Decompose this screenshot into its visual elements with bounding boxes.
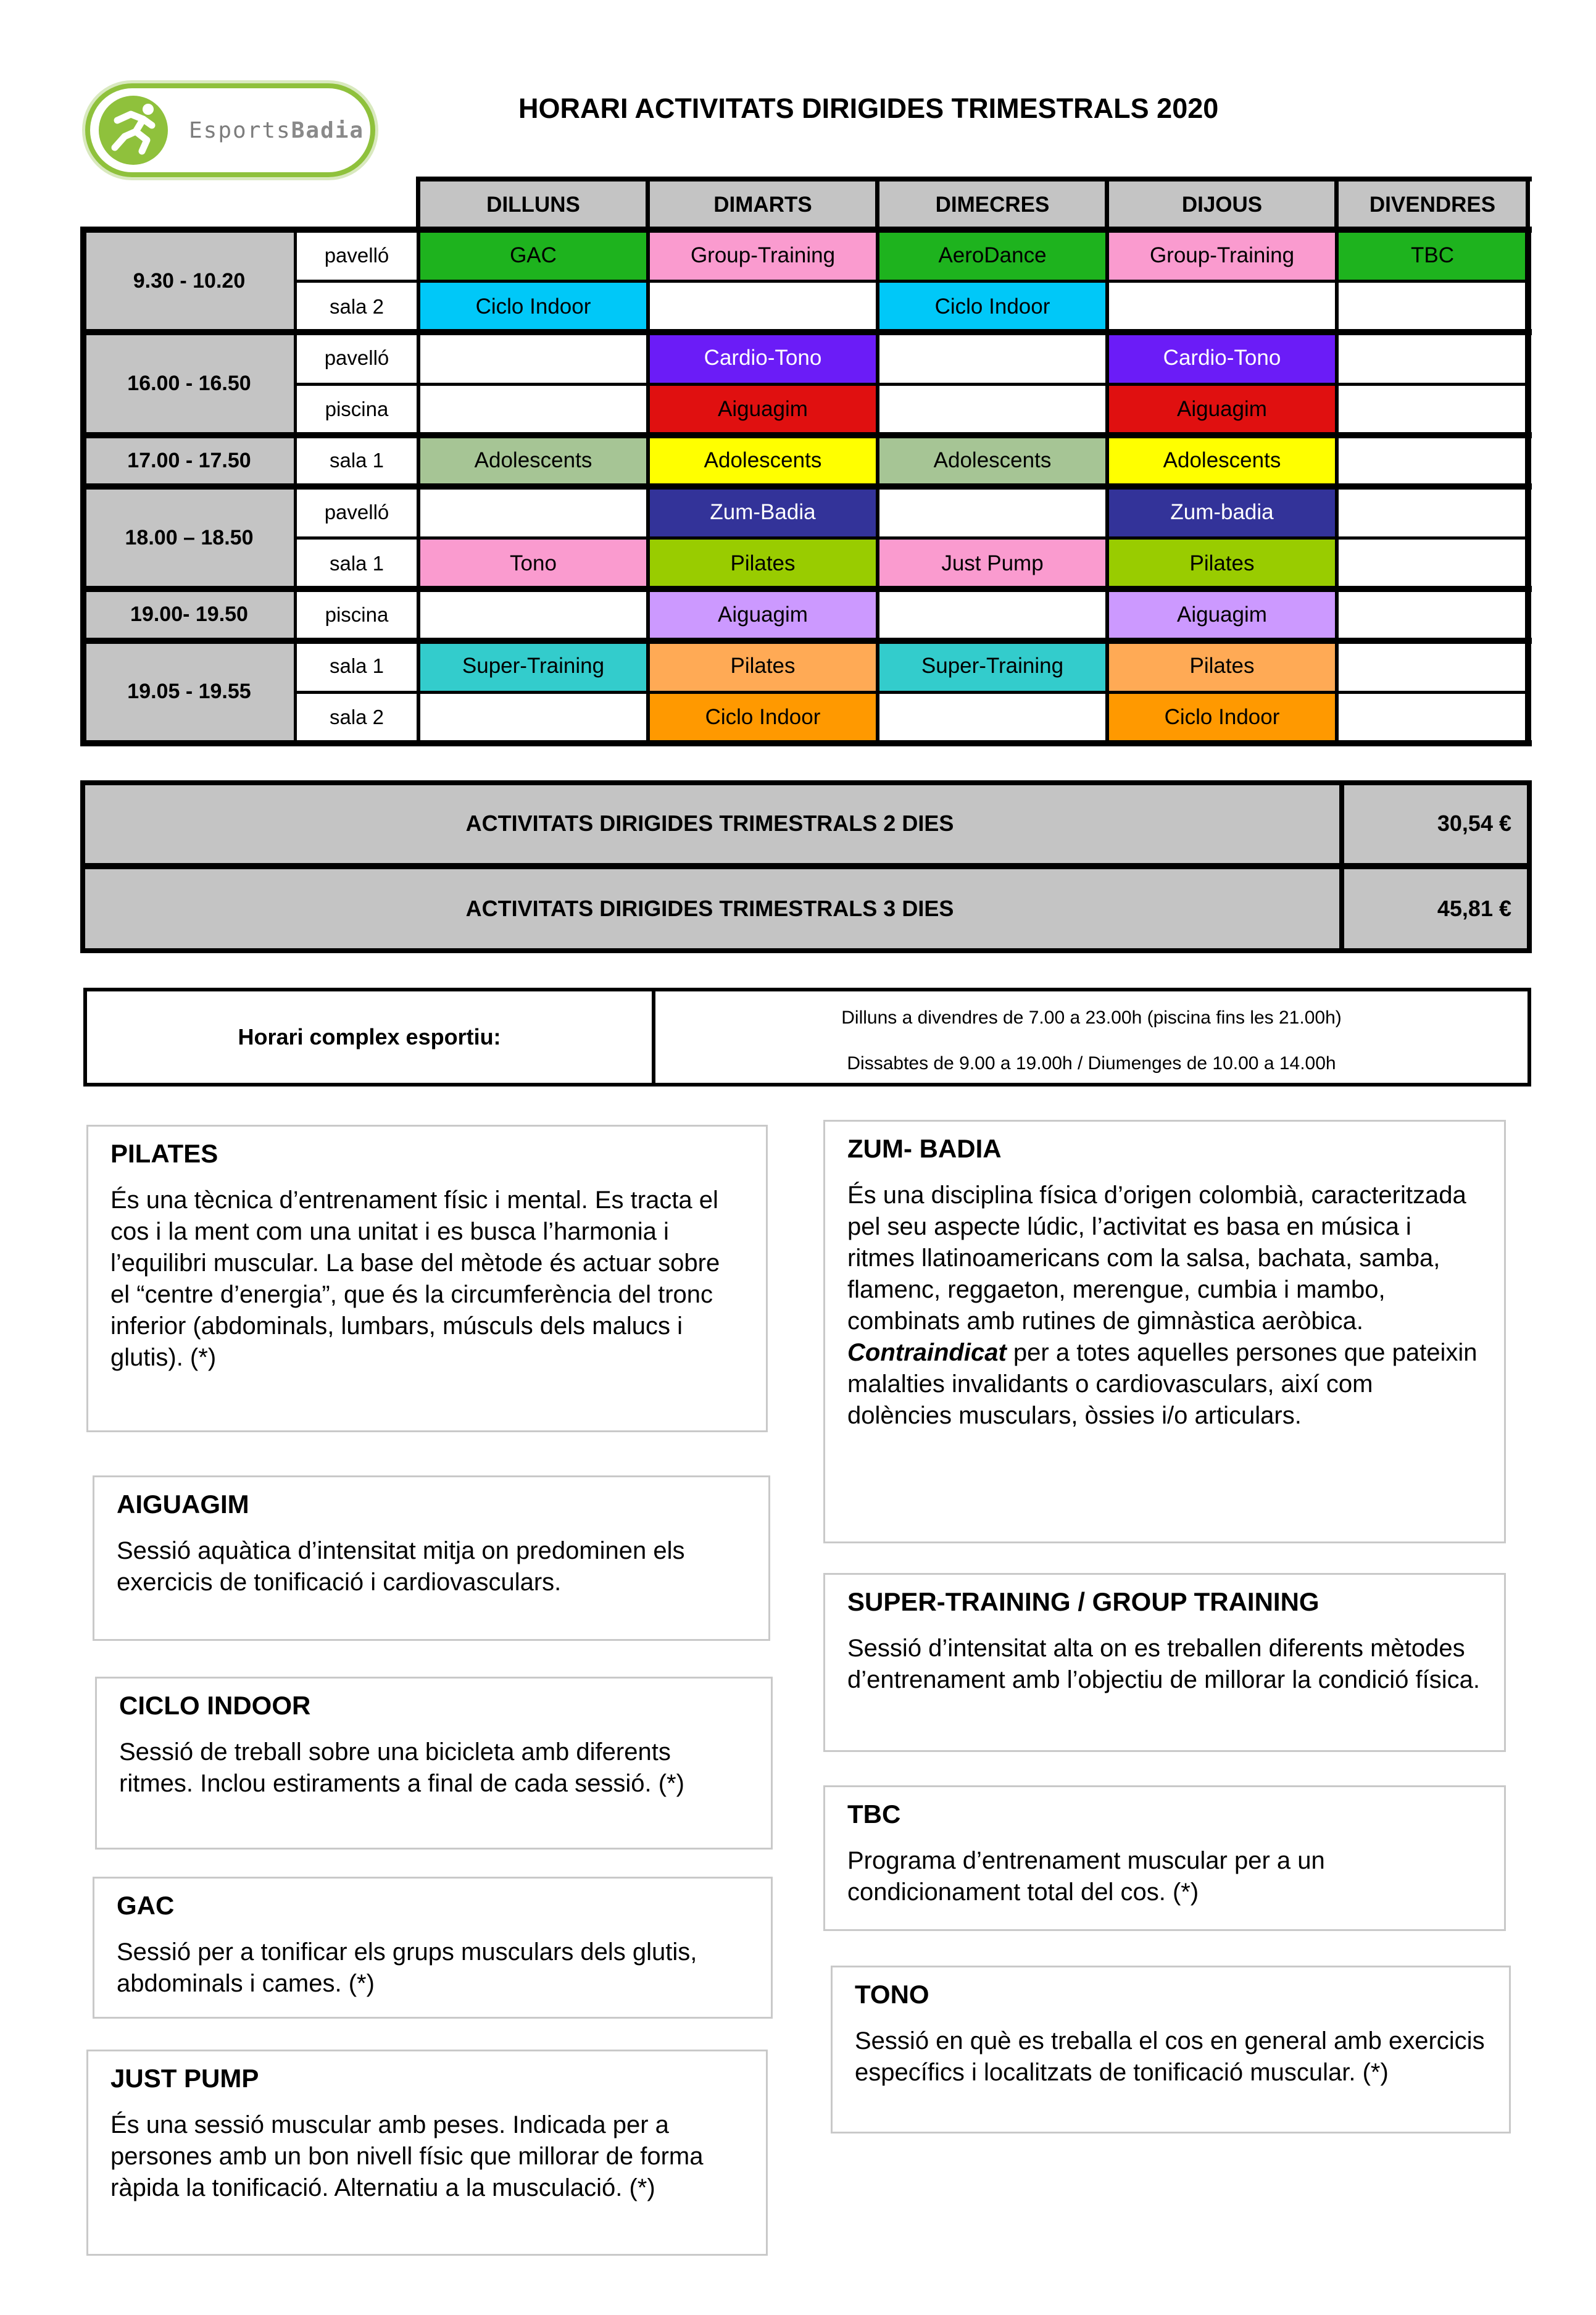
opening-hours-weekend: Dissabtes de 9.00 a 19.00h / Diumenges de 10.00 a 14.00h	[847, 1053, 1336, 1074]
opening-hours-box	[83, 988, 1531, 1087]
activity-cell	[418, 384, 648, 435]
room-label: piscina	[295, 589, 418, 640]
opening-hours-weekdays: Dilluns a divendres de 7.00 a 23.00h (piscina fins les 21.00h)	[841, 1007, 1342, 1028]
activity-cell: Adolescents	[1107, 435, 1337, 486]
desc-tbc	[823, 1785, 1506, 1931]
price-label: ACTIVITATS DIRIGIDES TRIMESTRALS 2 DIES	[465, 811, 954, 836]
activity-cell	[418, 692, 648, 743]
desc-text: És una disciplina física d’origen colombià, caracteritzada pel seu aspecte lúdic, l’activitat es basa en música i ritmes llatinoamericans com la salsa, bachata, samba, flamenc, reggaeton, merengue, cumbia i mambo, combinats amb rutines de gimnàstica aeròbica. Contraindicat per a totes aquelles persones que pateixin malalties invalidants o cardiovasculars, així com dolències musculars, òssies i/o articulars.	[847, 1182, 1478, 1429]
desc-title: TBC	[847, 1800, 901, 1829]
activity-cell	[878, 384, 1107, 435]
activity-cell: Super-Training	[418, 641, 648, 692]
activity-cell: GAC	[418, 230, 648, 281]
price-row-3-days	[83, 869, 1531, 948]
activity-cell	[1337, 486, 1528, 538]
price-row-2-days	[83, 784, 1531, 863]
room-label: sala 2	[295, 692, 418, 743]
activity-cell: Cardio-Tono	[1107, 332, 1337, 383]
desc-aiguagim	[93, 1475, 770, 1641]
activity-cell: Super-Training	[878, 641, 1107, 692]
activity-cell	[878, 332, 1107, 383]
desc-text: Sessió d’intensitat alta on es treballen diferents mètodes d’entrenament amb l’objectiu de millorar la condició física.	[847, 1635, 1480, 1693]
activity-cell	[1337, 281, 1528, 332]
activity-cell	[1337, 589, 1528, 640]
desc-text: Sessió en què es treballa el cos en general amb exercicis específics i localitzats de tonificació muscular. (*)	[855, 2027, 1485, 2086]
desc-title: TONO	[855, 1980, 929, 2009]
price-value: 45,81 €	[1437, 896, 1511, 921]
activity-cell: Group-Training	[1107, 230, 1337, 281]
runner-icon	[99, 96, 168, 165]
activity-cell	[878, 589, 1107, 640]
room-label: piscina	[295, 384, 418, 435]
opening-hours-label: Horari complex esportiu:	[238, 1024, 501, 1049]
desc-title: AIGUAGIM	[117, 1490, 249, 1519]
room-label: sala 1	[295, 435, 418, 486]
esports-badia-logo	[85, 83, 375, 177]
activity-cell: Zum-badia	[1107, 486, 1337, 538]
activity-cell	[418, 486, 648, 538]
activity-cell: Group-Training	[648, 230, 878, 281]
room-label: pavelló	[295, 486, 418, 538]
activity-cell: Adolescents	[878, 435, 1107, 486]
activity-cell: Aiguagim	[648, 589, 878, 640]
logo-wordmark: EsportsBadia	[189, 118, 365, 143]
activity-cell	[1337, 692, 1528, 743]
desc-title: SUPER-TRAINING / GROUP TRAINING	[847, 1587, 1320, 1616]
desc-pilates	[86, 1125, 768, 1432]
room-label: sala 2	[295, 281, 418, 332]
activity-cell	[418, 589, 648, 640]
day-header-dimecres: DIMECRES	[878, 180, 1107, 230]
activity-cell	[418, 332, 648, 383]
desc-text: Sessió per a tonificar els grups musculars dels glutis, abdominals i cames. (*)	[117, 1938, 697, 1997]
desc-just-pump	[86, 2050, 768, 2256]
time-slot: 19.05 - 19.55	[83, 641, 295, 743]
activity-cell	[648, 281, 878, 332]
activity-cell: AeroDance	[878, 230, 1107, 281]
desc-text: És una tècnica d’entrenament físic i mental. Es tracta el cos i la ment com una unitat i es busca l’harmonia i l’equilibri muscular. La base del mètode és actuar sobre el “centre d’energia”, que és la circumferència del tronc inferior (abdominals, lumbars, músculs dels malucs i glutis). (*)	[110, 1187, 720, 1371]
activity-cell: Aiguagim	[648, 384, 878, 435]
activity-cell: Ciclo Indoor	[648, 692, 878, 743]
desc-gac	[93, 1877, 773, 2019]
desc-text: Sessió de treball sobre una bicicleta amb diferents ritmes. Inclou estiraments a final de cada sessió. (*)	[119, 1738, 684, 1797]
activity-cell: Ciclo Indoor	[1107, 692, 1337, 743]
activity-cell	[1337, 641, 1528, 692]
desc-title: ZUM- BADIA	[847, 1134, 1002, 1163]
page-title: HORARI ACTIVITATS DIRIGIDES TRIMESTRALS 2020	[518, 93, 1219, 124]
room-label: pavelló	[295, 332, 418, 383]
time-slot: 16.00 - 16.50	[83, 332, 295, 435]
day-header-dilluns: DILLUNS	[418, 180, 648, 230]
activity-cell: Tono	[418, 538, 648, 589]
activity-cell: Pilates	[648, 641, 878, 692]
activity-cell: Adolescents	[648, 435, 878, 486]
activity-cell: Ciclo Indoor	[418, 281, 648, 332]
room-label: sala 1	[295, 641, 418, 692]
time-slot: 17.00 - 17.50	[83, 435, 295, 486]
desc-title: GAC	[117, 1891, 175, 1920]
activity-cell: Adolescents	[418, 435, 648, 486]
room-label: sala 1	[295, 538, 418, 589]
activity-cell: Just Pump	[878, 538, 1107, 589]
desc-super-training	[823, 1573, 1506, 1752]
time-slot: 9.30 - 10.20	[83, 230, 295, 332]
desc-title: PILATES	[110, 1139, 218, 1168]
desc-text: Programa d’entrenament muscular per a un condicionament total del cos. (*)	[847, 1847, 1325, 1906]
activity-cell: Aiguagim	[1107, 384, 1337, 435]
desc-text: És una sessió muscular amb peses. Indicada per a persones amb un bon nivell físic que millorar de forma ràpida la tonificació. Alternatiu a la musculació. (*)	[110, 2111, 704, 2201]
price-value: 30,54 €	[1437, 811, 1511, 836]
activity-cell: Pilates	[1107, 641, 1337, 692]
activity-cell	[1337, 435, 1528, 486]
activity-cell	[1337, 384, 1528, 435]
activity-cell	[878, 486, 1107, 538]
activity-cell	[878, 692, 1107, 743]
price-label: ACTIVITATS DIRIGIDES TRIMESTRALS 3 DIES	[465, 896, 954, 921]
desc-tono	[831, 1966, 1511, 2134]
time-slot: 19.00- 19.50	[83, 589, 295, 640]
day-header-divendres: DIVENDRES	[1337, 180, 1528, 230]
activity-cell: Aiguagim	[1107, 589, 1337, 640]
activity-cell	[1337, 538, 1528, 589]
activity-cell: Pilates	[1107, 538, 1337, 589]
desc-text: Sessió aquàtica d’intensitat mitja on predominen els exercicis de tonificació i cardiovasculars.	[117, 1537, 685, 1596]
room-label: pavelló	[295, 230, 418, 281]
desc-title: CICLO INDOOR	[119, 1691, 311, 1720]
activity-cell: Cardio-Tono	[648, 332, 878, 383]
activity-cell: TBC	[1337, 230, 1528, 281]
activity-cell	[1107, 281, 1337, 332]
time-slot: 18.00 – 18.50	[83, 486, 295, 589]
desc-title: JUST PUMP	[110, 2064, 259, 2093]
desc-ciclo-indoor	[95, 1677, 773, 1850]
activity-cell: Zum-Badia	[648, 486, 878, 538]
activity-cell: Pilates	[648, 538, 878, 589]
activity-cell: Ciclo Indoor	[878, 281, 1107, 332]
desc-zum-badia	[823, 1120, 1506, 1543]
activity-cell	[1337, 332, 1528, 383]
day-header-dimarts: DIMARTS	[648, 180, 878, 230]
day-header-dijous: DIJOUS	[1107, 180, 1337, 230]
